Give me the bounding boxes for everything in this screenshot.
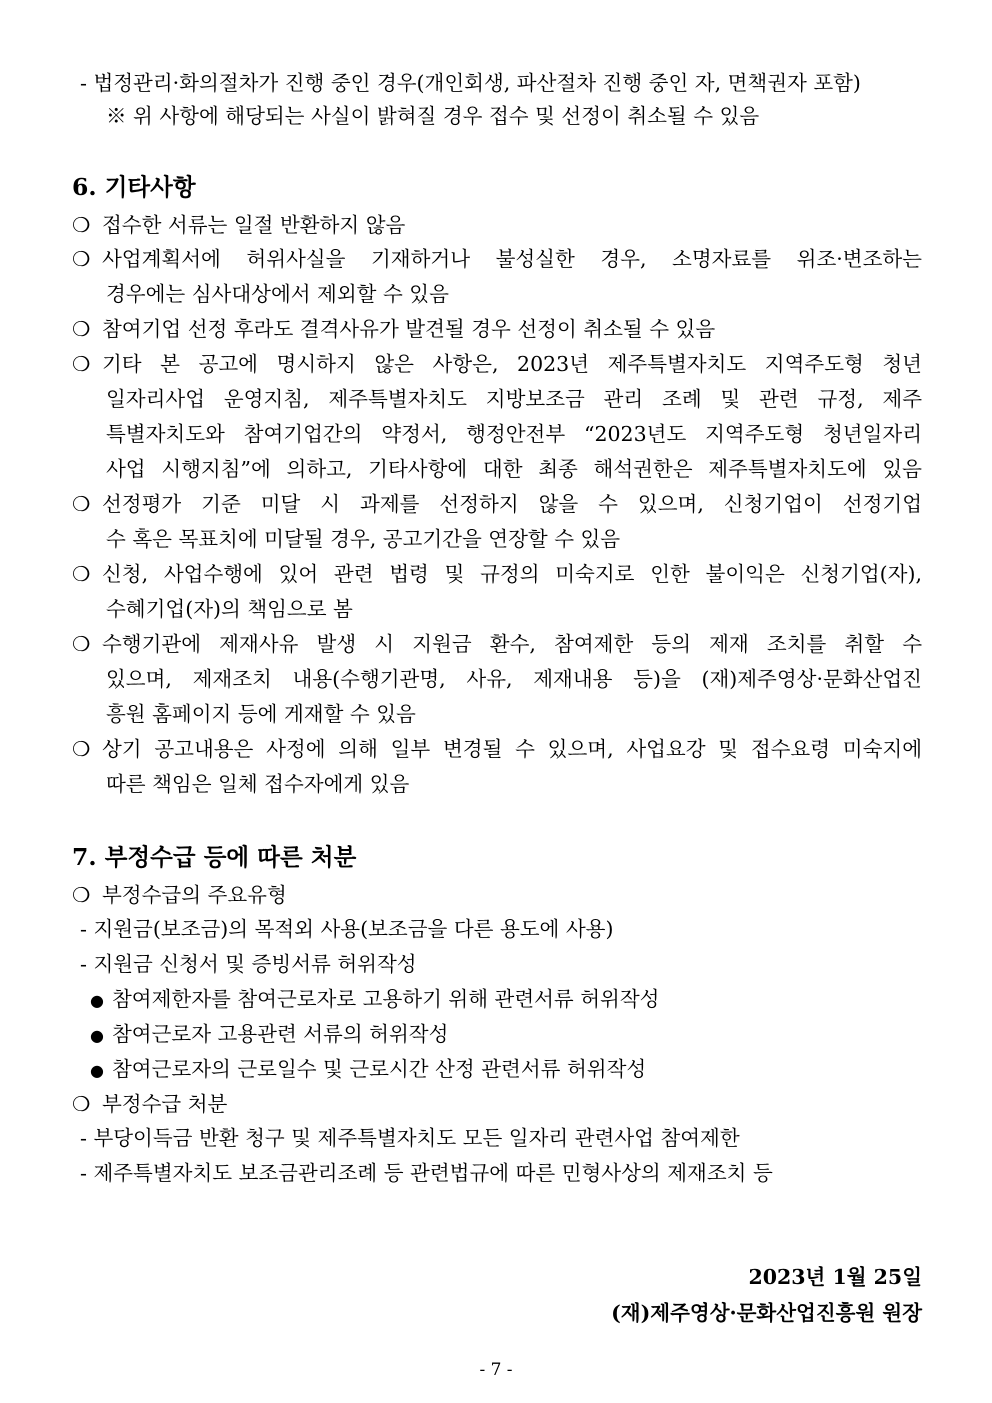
list-item: ❍ 참여기업 선정 후라도 결격사유가 발견될 경우 선정이 취소될 수 있음 [72, 312, 715, 346]
list-item: ❍ 상기 공고내용은 사정에 의해 일부 변경될 수 있으며, 사업요강 및 접수요령 미숙지에 [72, 732, 922, 766]
dot-bullet-icon: ● [90, 1061, 104, 1080]
list-item [72, 878, 287, 912]
intro-note: ※ 위 사항에 해당되는 사실이 밝혀질 경우 접수 및 선정이 취소될 수 있음 [106, 104, 760, 128]
dot-bullet-icon: ● [90, 991, 104, 1010]
list-item: ❍ 사업계획서에 허위사실을 기재하거나 불성실한 경우, 소명자료를 위조·변조하는 [72, 242, 922, 276]
bullet-item: ● 참여제한자를 참여근로자로 고용하기 위해 관련서류 허위작성 [90, 982, 659, 1016]
intro-dash-item: - 법정관리·화의절차가 진행 중인 경우(개인회생, 파산절차 진행 중인 자, 면책권자 포함) [80, 71, 861, 95]
bullet-item: ● 참여근로자 고용관련 서류의 허위작성 [90, 1017, 448, 1051]
issuer-name: (재)제주영상·문화산업진흥원 원장 [611, 1301, 922, 1325]
dash-item: - 부당이득금 반환 청구 및 제주특별자치도 모든 일자리 관련사업 참여제한 [80, 1126, 740, 1150]
list-item: ❍ 기타 본 공고에 명시하지 않은 사항은, 2023년 제주특별자치도 지역주도형 청년 [72, 347, 922, 381]
circle-bullet-icon: ❍ [72, 247, 91, 271]
list-item: ❍ 수행기관에 제재사유 발생 시 지원금 환수, 참여제한 등의 제재 조치를 취할 수 [72, 627, 922, 661]
list-item-continuation: 수 혹은 목표치에 미달될 경우, 공고기간을 연장할 수 있음 [106, 527, 621, 551]
list-item-continuation: 사업 시행지침”에 의하고, 기타사항에 대한 최종 해석권한은 제주특별자치도에 있음 [106, 457, 922, 481]
circle-bullet-icon: ❍ [72, 737, 91, 761]
list-item-continuation: 특별자치도와 참여기업간의 약정서, 행정안전부 “2023년도 지역주도형 청년일자리 [106, 422, 922, 446]
circle-bullet-icon: ❍ [72, 213, 91, 237]
dot-bullet-icon: ● [90, 1026, 104, 1045]
circle-bullet-icon: ❍ [72, 632, 91, 656]
circle-bullet-icon: ❍ [72, 352, 91, 376]
list-item-continuation: 경우에는 심사대상에서 제외할 수 있음 [106, 282, 449, 306]
circle-bullet-icon: ❍ [72, 317, 91, 341]
circle-bullet-icon: ❍ [72, 883, 91, 907]
list-item-continuation: 따른 책임은 일체 접수자에게 있음 [106, 772, 410, 796]
page-number: - 7 - [479, 1360, 513, 1380]
circle-bullet-icon: ❍ [72, 492, 91, 516]
penalty-heading: 부정수급 처분 [102, 1092, 228, 1116]
bullet-item: ● 참여근로자의 근로일수 및 근로시간 산정 관련서류 허위작성 [90, 1052, 646, 1086]
section-6-title: 6. 기타사항 [72, 173, 196, 201]
list-item: ❍ 접수한 서류는 일절 반환하지 않음 [72, 208, 405, 242]
list-item: ❍ 신청, 사업수행에 있어 관련 법령 및 규정의 미숙지로 인한 불이익은 신청기업(자), [72, 557, 922, 591]
types-heading: 부정수급의 주요유형 [102, 883, 287, 907]
section-7-title: 7. 부정수급 등에 따른 처분 [72, 843, 357, 871]
list-item-continuation: 흥원 홈페이지 등에 게재할 수 있음 [106, 702, 416, 726]
list-item [72, 1087, 227, 1121]
dash-item: - 제주특별자치도 보조금관리조례 등 관련법규에 따른 민형사상의 제재조치 등 [80, 1161, 773, 1185]
list-item-continuation: 일자리사업 운영지침, 제주특별자치도 지방보조금 관리 조례 및 관련 규정, 제주 [106, 387, 922, 411]
list-item-continuation: 있으며, 제재조치 내용(수행기관명, 사유, 제재내용 등)을 (재)제주영상·문화산업진 [106, 667, 922, 691]
dash-item: - 지원금(보조금)의 목적외 사용(보조금을 다른 용도에 사용) [80, 917, 614, 941]
list-item-continuation: 수혜기업(자)의 책임으로 봄 [106, 597, 353, 621]
dash-item: - 지원금 신청서 및 증빙서류 허위작성 [80, 952, 417, 976]
circle-bullet-icon: ❍ [72, 1092, 91, 1116]
list-item: ❍ 선정평가 기준 미달 시 과제를 선정하지 않을 수 있으며, 신청기업이 선정기업 [72, 487, 922, 521]
circle-bullet-icon: ❍ [72, 562, 91, 586]
issue-date: 2023년 1월 25일 [748, 1265, 922, 1289]
